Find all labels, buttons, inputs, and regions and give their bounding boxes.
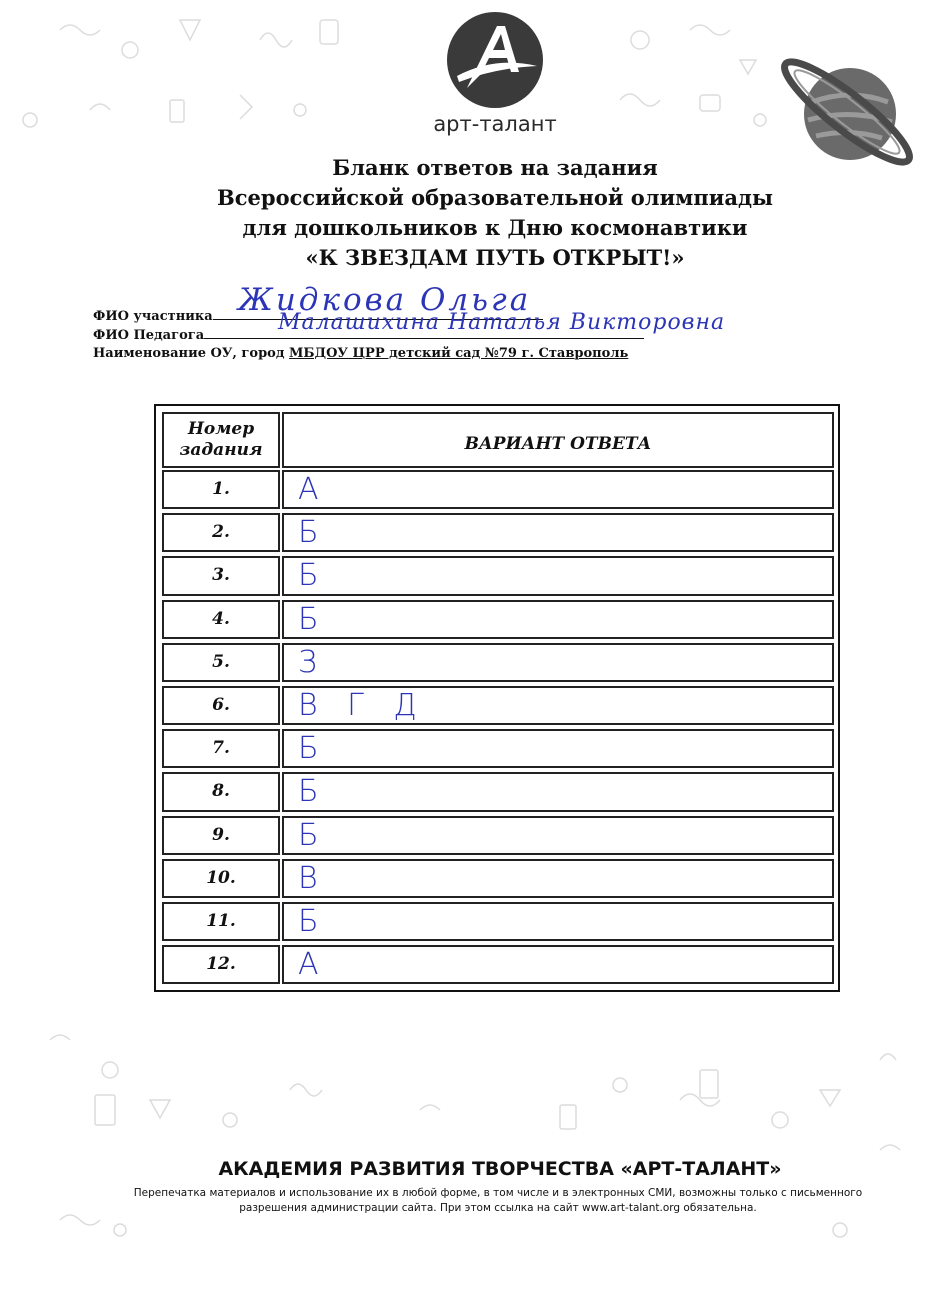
answer-cell: Б — [282, 816, 834, 855]
answer-cell: В Г Д — [282, 686, 834, 725]
task-number: 1. — [162, 470, 280, 509]
answer-cell: Б — [282, 513, 834, 552]
answers-table — [154, 404, 840, 992]
form-title — [120, 153, 870, 273]
title-line-3: для дошкольников к Дню космонавтики — [242, 215, 748, 240]
answer-cell: Б — [282, 556, 834, 595]
task-number: 6. — [162, 686, 280, 725]
org-label: Наименование ОУ, город — [93, 346, 285, 361]
task-number: 12. — [162, 945, 280, 984]
title-line-1: Бланк ответов на задания — [332, 155, 658, 180]
task-number: 2. — [162, 513, 280, 552]
title-line-2: Всероссийской образовательной олимпиады — [217, 185, 773, 210]
org-value: МБДОУ ЦРР детский сад №79 г. Ставрополь — [289, 346, 629, 361]
participant-value: Жидкова Ольга — [238, 282, 532, 318]
answer-cell: Б — [282, 600, 834, 639]
answer-cell: Б — [282, 772, 834, 811]
task-number: 3. — [162, 556, 280, 595]
art-talant-logo-icon — [445, 10, 545, 110]
col-answer-header: ВАРИАНТ ОТВЕТА — [282, 412, 834, 468]
brand-name: арт-талант — [433, 112, 557, 136]
participant-label: ФИО участника — [93, 309, 213, 324]
task-number: 4. — [162, 600, 280, 639]
col-num-header: Номер задания — [162, 412, 280, 468]
answer-cell: Б — [282, 729, 834, 768]
task-number: 5. — [162, 643, 280, 682]
task-number: 8. — [162, 772, 280, 811]
footer-note: Перепечатка материалов и использование их в любой форме, в том числе и в электронных СМИ, возможны только с письменного разрешения администрации сайта. При этом ссылка на сайт www.art-talant.org обязательна. — [133, 1187, 863, 1214]
task-number: 7. — [162, 729, 280, 768]
task-number: 9. — [162, 816, 280, 855]
title-line-4: «К ЗВЕЗДАМ ПУТЬ ОТКРЫТ!» — [305, 245, 685, 270]
answer-cell: З — [282, 643, 834, 682]
answer-cell: А — [282, 945, 834, 984]
org-field — [93, 346, 628, 361]
answer-cell: В — [282, 859, 834, 898]
footer-title: АКАДЕМИЯ РАЗВИТИЯ ТВОРЧЕСТВА «АРТ-ТАЛАНТ» — [218, 1158, 782, 1180]
answer-cell: Б — [282, 902, 834, 941]
answer-cell: А — [282, 470, 834, 509]
teacher-value: Малашихина Наталья Викторовна — [278, 310, 726, 335]
task-number: 11. — [162, 902, 280, 941]
teacher-label: ФИО Педагога — [93, 328, 205, 343]
task-number: 10. — [162, 859, 280, 898]
